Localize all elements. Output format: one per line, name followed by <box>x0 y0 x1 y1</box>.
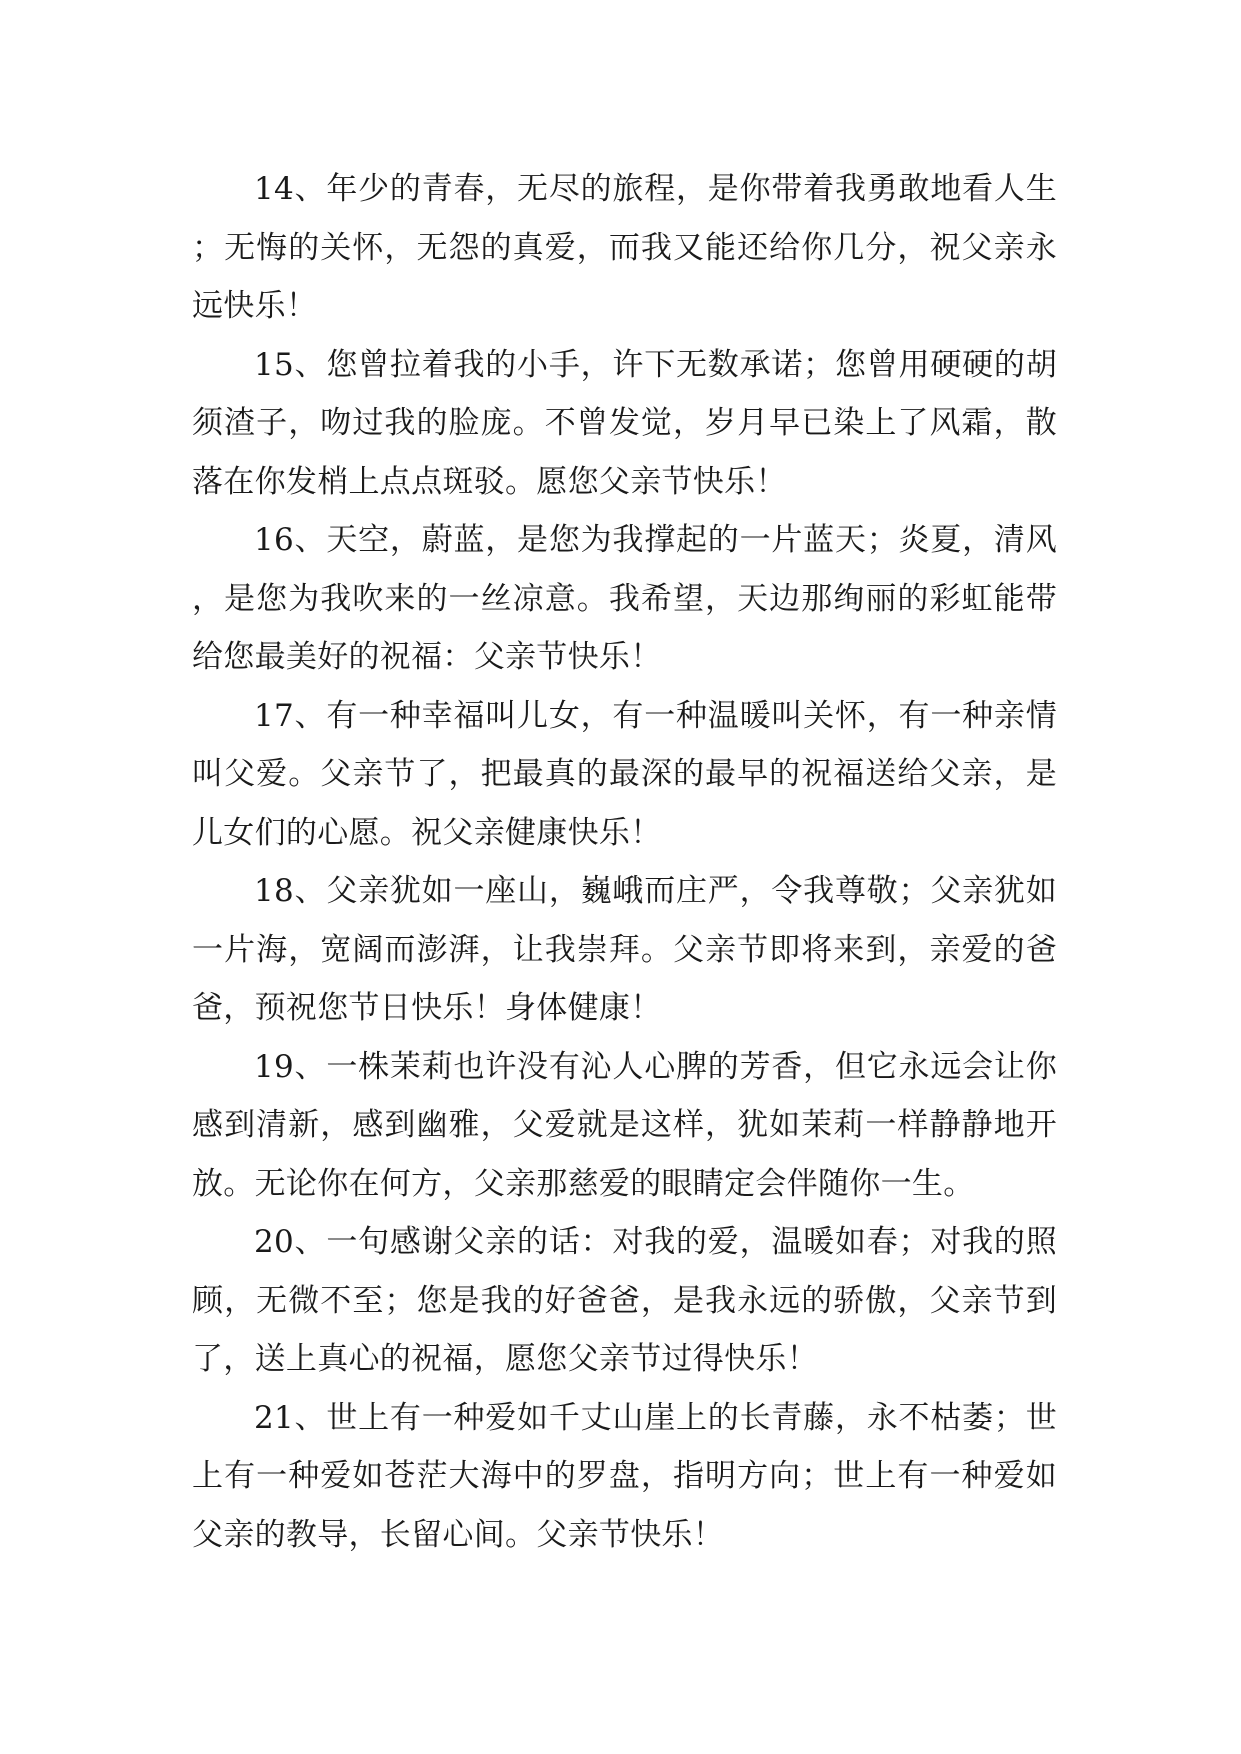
paragraph-18: 18、父亲犹如一座山，巍峨而庄严，令我尊敬；父亲犹如一片海，宽阔而澎湃，让我崇拜。父亲节即将来到，亲爱的爸爸，预祝您节日快乐！身体健康！ <box>192 873 1057 1026</box>
paragraph-14: 14、年少的青春，无尽的旅程，是你带着我勇敢地看人生；无悔的关怀，无怨的真爱，而我又能还给你几分，祝父亲永远快乐！ <box>192 171 1057 324</box>
paragraph-16: 16、天空，蔚蓝，是您为我撑起的一片蓝天；炎夏，清风，是您为我吹来的一丝凉意。我希望，天边那绚丽的彩虹能带给您最美好的祝福：父亲节快乐！ <box>192 522 1057 675</box>
paragraph-20: 20、一句感谢父亲的话：对我的爱，温暖如春；对我的照顾，无微不至；您是我的好爸爸，是我永远的骄傲，父亲节到了，送上真心的祝福，愿您父亲节过得快乐！ <box>192 1224 1057 1377</box>
paragraph-15: 15、您曾拉着我的小手，许下无数承诺；您曾用硬硬的胡须渣子，吻过我的脸庞。不曾发觉，岁月早已染上了风霜，散落在你发梢上点点斑驳。愿您父亲节快乐！ <box>192 346 1057 500</box>
paragraph-21: 21、世上有一种爱如千丈山崖上的长青藤，永不枯萎；世上有一种爱如苍茫大海中的罗盘，指明方向；世上有一种爱如父亲的教导，长留心间。父亲节快乐！ <box>192 1399 1057 1553</box>
paragraph-19: 19、一株茉莉也许没有沁人心脾的芳香，但它永远会让你感到清新，感到幽雅，父爱就是这样，犹如茉莉一样静静地开放。无论你在何方，父亲那慈爱的眼睛定会伴随你一生。 <box>192 1048 1057 1202</box>
document-body <box>192 160 1057 1564</box>
paragraph-17: 17、有一种幸福叫儿女，有一种温暖叫关怀，有一种亲情叫父爱。父亲节了，把最真的最深的最早的祝福送给父亲，是儿女们的心愿。祝父亲健康快乐！ <box>192 697 1057 851</box>
